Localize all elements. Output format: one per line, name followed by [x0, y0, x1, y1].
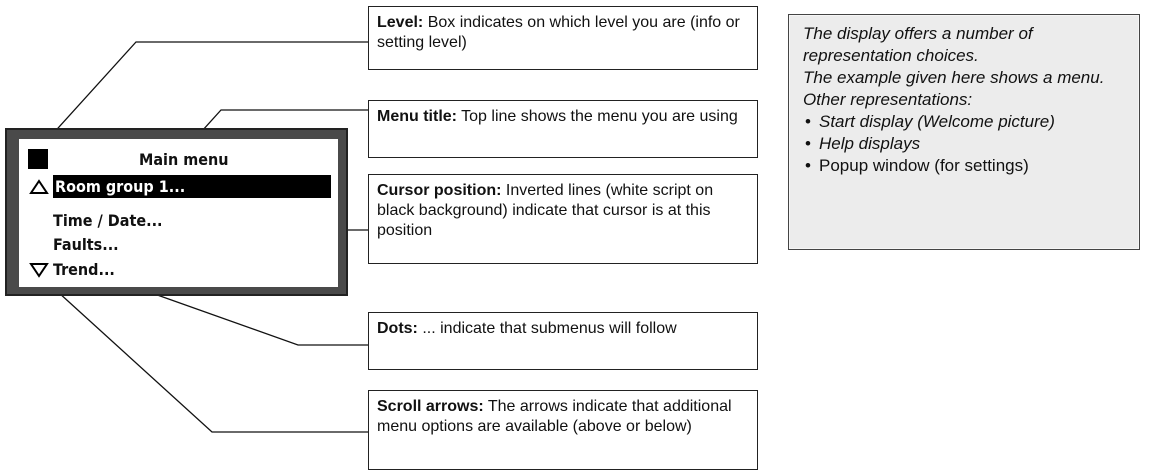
callout-cursor-label: Cursor position: — [377, 182, 502, 199]
scroll-up-arrow-icon — [29, 179, 49, 195]
callout-menu-title — [368, 100, 758, 158]
callout-level — [368, 6, 758, 70]
info-line-1: The display offers a number of representation choices. — [803, 24, 1033, 65]
info-bullet-list — [803, 111, 1125, 177]
callout-scroll-text: The arrows indicate that additional menu options are available (above or below) — [377, 398, 732, 435]
callout-dots-label: Dots: — [377, 320, 418, 337]
callout-cursor — [368, 174, 758, 264]
info-line-2: The example given here shows a menu. — [803, 68, 1105, 87]
info-line-3: Other representations: — [803, 90, 973, 109]
callout-scroll-label: Scroll arrows: — [377, 398, 484, 415]
menu-title: Main menu — [139, 150, 229, 169]
menu-row[interactable]: Trend... — [53, 260, 115, 279]
info-bullet: • Start display (Welcome picture) — [819, 111, 1125, 133]
display-panel — [5, 128, 348, 296]
callout-menu-title-label: Menu title: — [377, 108, 457, 125]
menu-row-selected[interactable]: Room group 1... — [53, 175, 331, 198]
callout-level-label: Level: — [377, 14, 424, 31]
info-bullet: • Popup window (for settings) — [819, 155, 1125, 177]
callout-level-text: Box indicates on which level you are (info or setting level) — [377, 14, 740, 51]
menu-row[interactable]: Faults... — [53, 235, 119, 254]
display-screen — [19, 139, 338, 287]
callout-scroll — [368, 390, 758, 470]
callout-cursor-text: Inverted lines (white script on black background) indicate that cursor is at this position — [377, 182, 714, 239]
scroll-down-arrow-icon — [29, 262, 49, 278]
info-box — [788, 14, 1140, 250]
callout-menu-title-text: Top line shows the menu you are using — [457, 108, 738, 125]
callout-dots — [368, 312, 758, 370]
scroll-connector — [36, 272, 368, 432]
callout-dots-text: ... indicate that submenus will follow — [417, 320, 677, 337]
info-bullet: • Help displays — [819, 133, 1125, 155]
level-box — [28, 149, 48, 169]
menu-row[interactable]: Time / Date... — [53, 211, 163, 230]
